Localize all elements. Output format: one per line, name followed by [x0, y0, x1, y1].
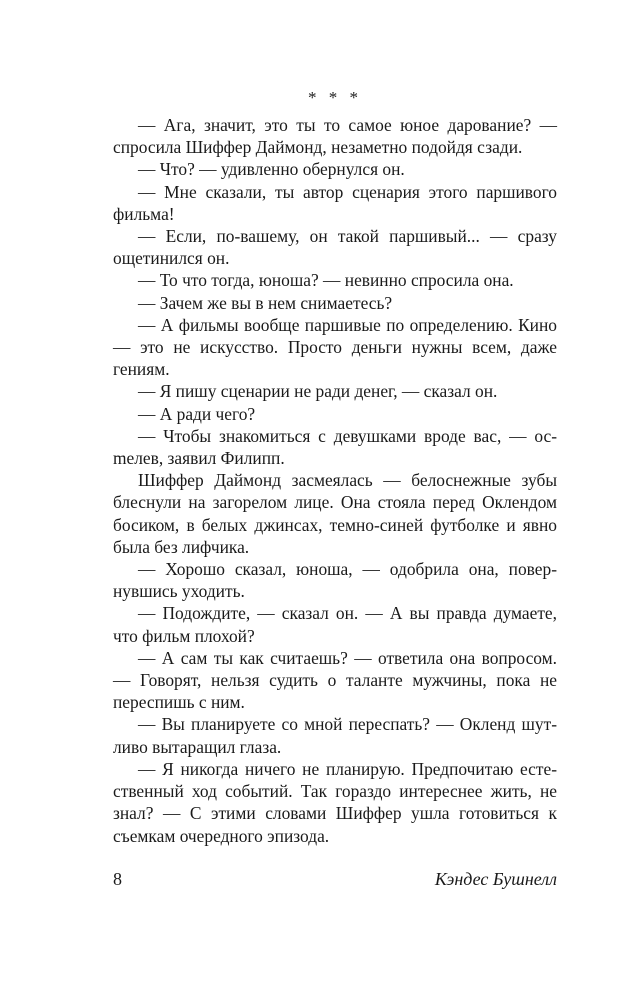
paragraph-3: — Мне сказали, ты автор сценария этого паршивого фильма!	[113, 181, 557, 224]
paragraph-16: — Я никогда ничего не планирую. Предпочитаю естественный ход событий. Так гораздо интереснее жить, не знал? — С этими словами Шиффер ушла готовиться к съемкам очередного эпизода.	[113, 758, 557, 846]
paragraph-2: — Что? — удивленно обернулся он.	[138, 159, 405, 180]
running-title-author: Кэндес Бушнелл	[434, 869, 557, 889]
paragraph-13: — Подождите, — сказал он. — А вы правда думаете, что фильм плохой?	[113, 603, 557, 646]
page-number: 8	[113, 869, 122, 889]
page-footer	[113, 866, 557, 892]
paragraph-4: — Если, по-вашему, он такой паршивый... — сразу ощетинился он.	[113, 226, 557, 269]
paragraph-7: — А фильмы вообще паршивые по определению. Кино — это не искусство. Просто деньги нужны всем, даже гениям.	[113, 314, 557, 380]
paragraph-5: — То что тогда, юноша? — невинно спросила она.	[138, 270, 514, 291]
paragraph-8: — Я пишу сценарии не ради денег, — сказал он.	[138, 381, 498, 402]
paragraph-1: — Ага, значит, это ты то самое юное дарование? — спросила Шиффер Даймонд, незаметно подойдя сзади.	[113, 115, 557, 158]
page-body	[113, 88, 557, 847]
paragraph-12: — Хорошо сказал, юноша, — одобрила она, повернувшись уходить.	[113, 559, 557, 602]
section-separator: * * *	[308, 88, 362, 107]
paragraph-11: Шиффер Даймонд засмеялась — белоснежные зубы блеснули на загорелом лице. Она стояла перед Оклендом босиком, в белых джинсах, темно-синей футболке и явно была без лифчика.	[113, 470, 557, 557]
paragraph-15: — Вы планируете со мной переспать? — Окленд шутливо вытаращил глаза.	[113, 714, 557, 757]
paragraph-14: — А сам ты как считаешь? — ответила она вопросом. — Говорят, нельзя судить о таланте мужчины, пока не переспишь с ним.	[113, 647, 557, 713]
paragraph-10: — Чтобы знакомиться с девушками вроде вас, — осmелев, заявил Филипп.	[113, 425, 557, 469]
paragraph-9: — А ради чего?	[138, 403, 256, 424]
paragraph-6: — Зачем же вы в нем снимаетесь?	[138, 292, 393, 313]
